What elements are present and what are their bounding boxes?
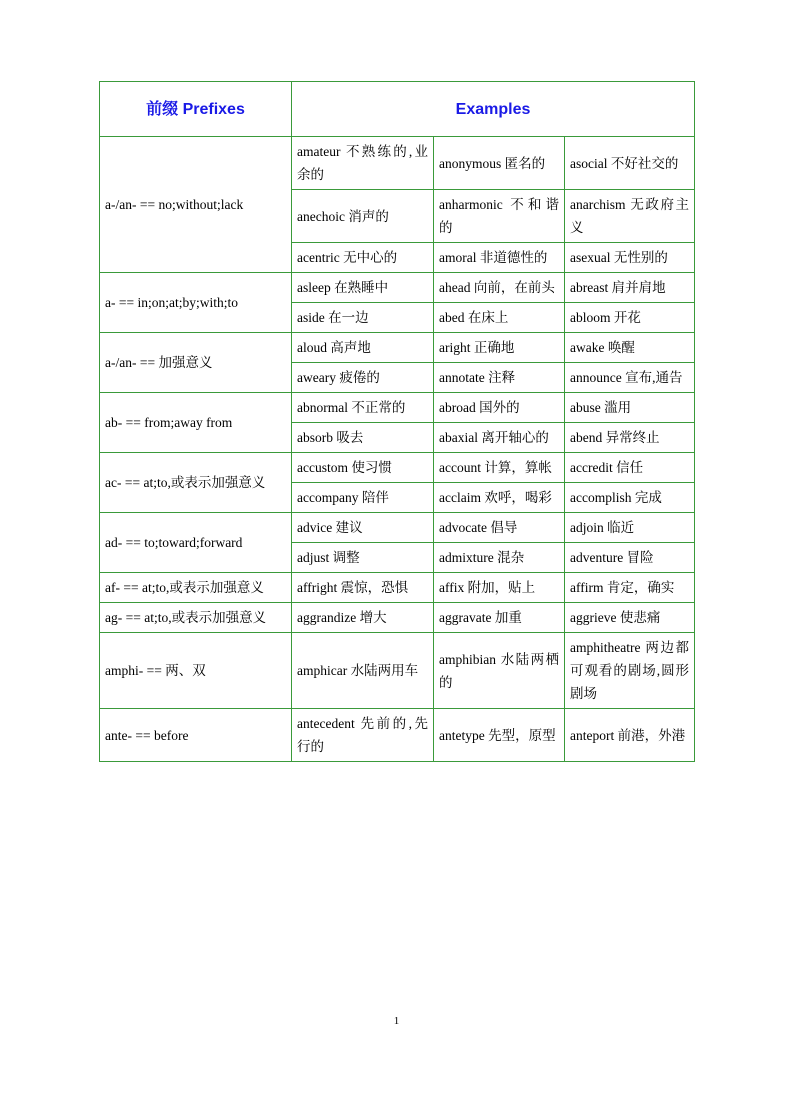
example-cell: abreast 肩并肩地 [565, 273, 695, 303]
examples-column-header: Examples [292, 82, 695, 137]
example-cell: abloom 开花 [565, 303, 695, 333]
prefix-cell: a-/an- == no;without;lack [100, 137, 292, 273]
table-row [100, 573, 695, 603]
table-row [100, 603, 695, 633]
example-cell: aweary 疲倦的 [292, 363, 434, 393]
example-cell: abaxial 离开轴心的 [434, 423, 565, 453]
example-cell: admixture 混杂 [434, 543, 565, 573]
prefix-cell: amphi- == 两、双 [100, 633, 292, 709]
example-cell: amphicar 水陆两用车 [292, 633, 434, 709]
table-row [100, 633, 695, 709]
example-cell: aggravate 加重 [434, 603, 565, 633]
example-cell: advice 建议 [292, 513, 434, 543]
example-cell: amateur 不熟练的,业余的 [292, 137, 434, 190]
example-cell: announce 宣布,通告 [565, 363, 695, 393]
prefix-cell: af- == at;to,或表示加强意义 [100, 573, 292, 603]
example-cell: affirm 肯定，确实 [565, 573, 695, 603]
example-cell: aright 正确地 [434, 333, 565, 363]
table-row [100, 333, 695, 363]
example-cell: accustom 使习惯 [292, 453, 434, 483]
example-cell: awake 唤醒 [565, 333, 695, 363]
prefix-cell: ag- == at;to,或表示加强意义 [100, 603, 292, 633]
example-cell: asocial 不好社交的 [565, 137, 695, 190]
example-cell: anonymous 匿名的 [434, 137, 565, 190]
example-cell: abuse 滥用 [565, 393, 695, 423]
example-cell: accomplish 完成 [565, 483, 695, 513]
table-row [100, 513, 695, 543]
table-row [100, 137, 695, 190]
example-cell: adventure 冒险 [565, 543, 695, 573]
example-cell: adjoin 临近 [565, 513, 695, 543]
example-cell: amphitheatre 两边都可观看的剧场,圆形剧场 [565, 633, 695, 709]
table-row [100, 453, 695, 483]
example-cell: acclaim 欢呼，喝彩 [434, 483, 565, 513]
prefix-table [99, 81, 695, 762]
example-cell: asleep 在熟睡中 [292, 273, 434, 303]
example-cell: abnormal 不正常的 [292, 393, 434, 423]
prefix-cell: ad- == to;toward;forward [100, 513, 292, 573]
example-cell: aggrandize 增大 [292, 603, 434, 633]
example-cell: accredit 信任 [565, 453, 695, 483]
example-cell: acentric 无中心的 [292, 243, 434, 273]
example-cell: affright 震惊，恐惧 [292, 573, 434, 603]
example-cell: aloud 高声地 [292, 333, 434, 363]
example-cell: anechoic 消声的 [292, 190, 434, 243]
example-cell: ahead 向前，在前头 [434, 273, 565, 303]
prefixes-column-header: 前缀 Prefixes [100, 82, 292, 137]
example-cell: abend 异常终止 [565, 423, 695, 453]
example-cell: anarchism 无政府主义 [565, 190, 695, 243]
table-row [100, 273, 695, 303]
example-cell: aside 在一边 [292, 303, 434, 333]
example-cell: amphibian 水陆两栖的 [434, 633, 565, 709]
example-cell: amoral 非道德性的 [434, 243, 565, 273]
table-header-row [100, 82, 695, 137]
prefix-cell: a-/an- == 加强意义 [100, 333, 292, 393]
example-cell: advocate 倡导 [434, 513, 565, 543]
table-body [100, 137, 695, 762]
example-cell: affix 附加，贴上 [434, 573, 565, 603]
example-cell: abroad 国外的 [434, 393, 565, 423]
example-cell: aggrieve 使悲痛 [565, 603, 695, 633]
example-cell: anteport 前港，外港 [565, 709, 695, 762]
page-number: 1 [393, 1015, 400, 1027]
prefix-cell: ante- == before [100, 709, 292, 762]
prefix-cell: ab- == from;away from [100, 393, 292, 453]
table-row [100, 393, 695, 423]
example-cell: anharmonic 不和谐的 [434, 190, 565, 243]
example-cell: antetype 先型，原型 [434, 709, 565, 762]
example-cell: abed 在床上 [434, 303, 565, 333]
example-cell: accompany 陪伴 [292, 483, 434, 513]
example-cell: antecedent 先前的,先行的 [292, 709, 434, 762]
prefix-cell: a- == in;on;at;by;with;to [100, 273, 292, 333]
table-row [100, 709, 695, 762]
example-cell: asexual 无性别的 [565, 243, 695, 273]
prefix-cell: ac- == at;to,或表示加强意义 [100, 453, 292, 513]
example-cell: adjust 调整 [292, 543, 434, 573]
example-cell: absorb 吸去 [292, 423, 434, 453]
example-cell: account 计算，算帐 [434, 453, 565, 483]
example-cell: annotate 注释 [434, 363, 565, 393]
